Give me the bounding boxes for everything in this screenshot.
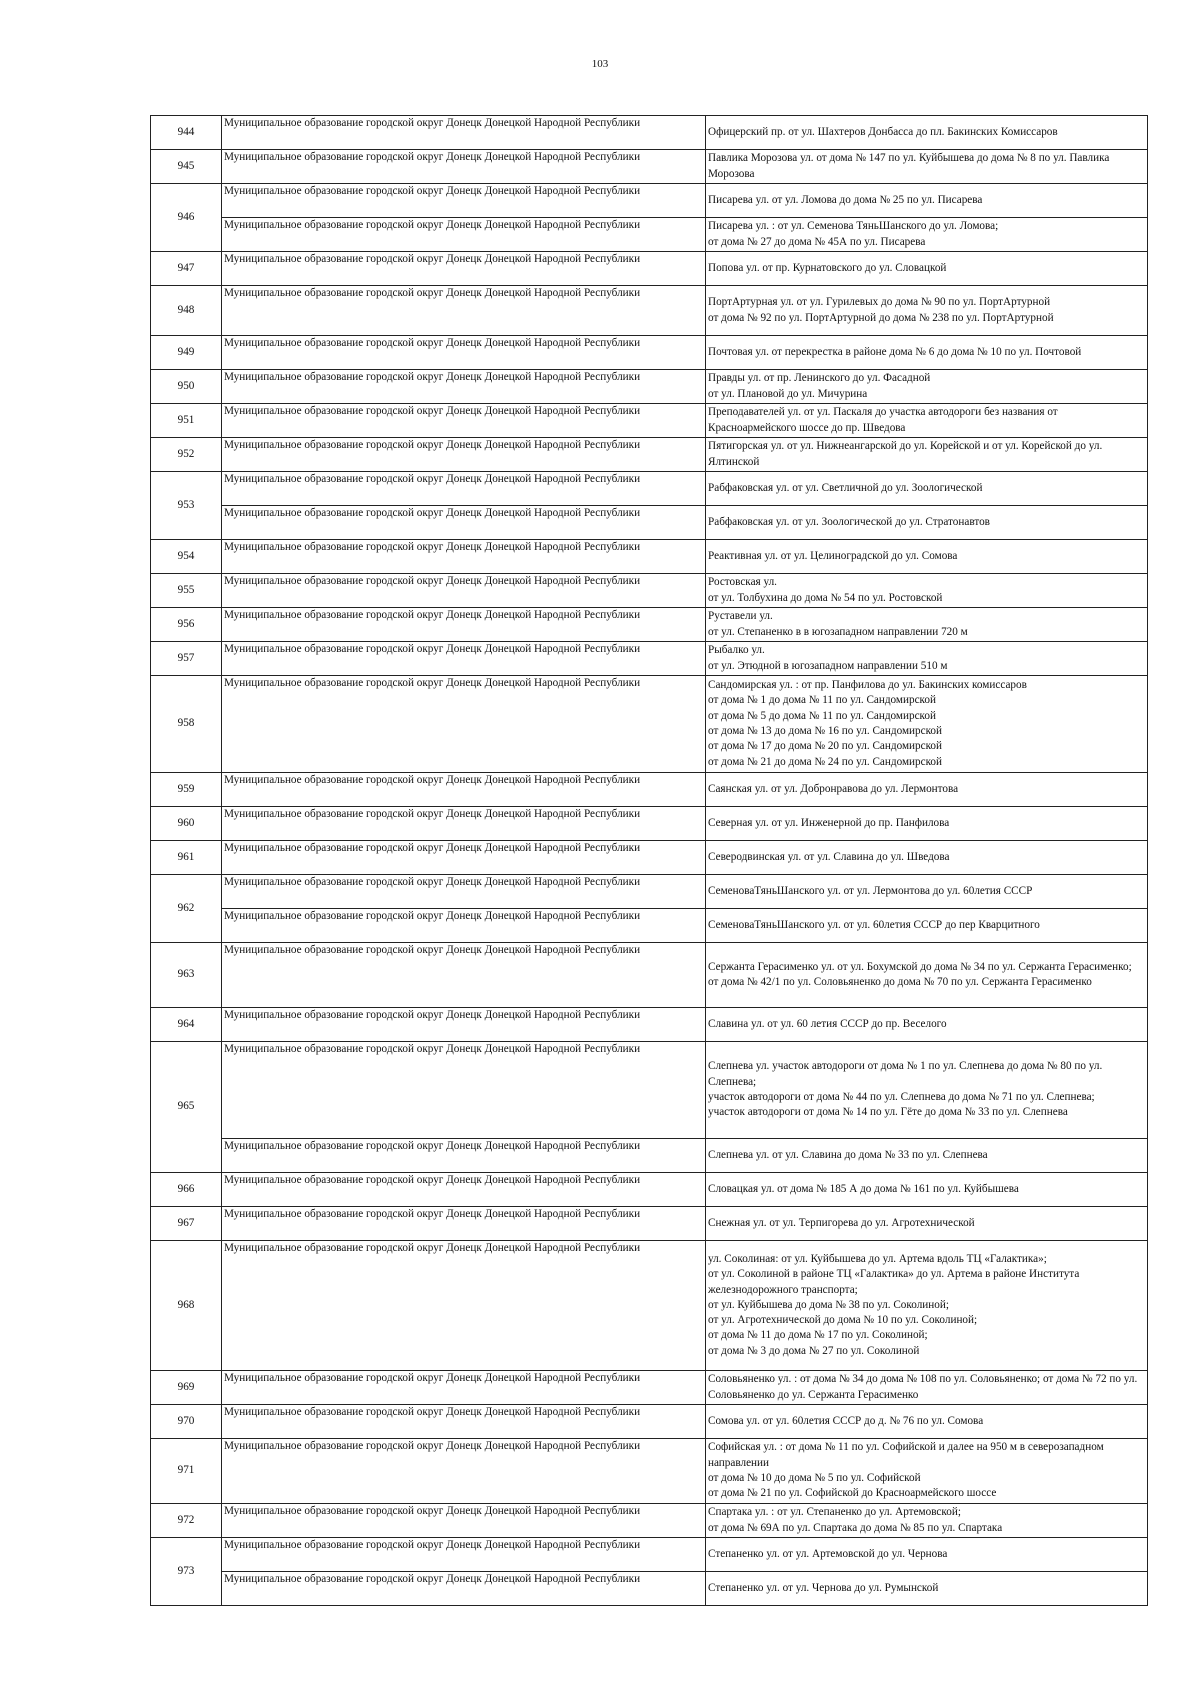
table-row	[151, 370, 1148, 404]
table-row	[151, 1241, 1148, 1371]
table-row	[151, 875, 1148, 909]
road-section-description: СеменоваТяньШанского ул. от ул. 60летия СССР до пер Кварцитного	[706, 909, 1148, 943]
row-number: 972	[151, 1504, 222, 1538]
road-section-description: Степаненко ул. от ул. Артемовской до ул. Чернова	[706, 1538, 1148, 1572]
row-number: 973	[151, 1538, 222, 1606]
row-number: 953	[151, 472, 222, 540]
table-row	[151, 574, 1148, 608]
road-section-description: Писарева ул. от ул. Ломова до дома № 25 по ул. Писарева	[706, 184, 1148, 218]
row-number: 956	[151, 608, 222, 642]
road-section-description: Офицерский пр. от ул. Шахтеров Донбасса до пл. Бакинских Комиссаров	[706, 116, 1148, 150]
road-section-description: Руставели ул. от ул. Степаненко в в югозападном направлении 720 м	[706, 608, 1148, 642]
road-section-description: Северодвинская ул. от ул. Славина до ул. Шведова	[706, 841, 1148, 875]
municipality-name: Муниципальное образование городской округ Донецк Донецкой Народной Республики	[222, 1371, 706, 1405]
road-section-description: Павлика Морозова ул. от дома № 147 по ул. Куйбышева до дома № 8 по ул. Павлика Морозова	[706, 150, 1148, 184]
road-section-description: Рыбалко ул. от ул. Этюдной в югозападном направлении 510 м	[706, 642, 1148, 676]
municipality-name: Муниципальное образование городской округ Донецк Донецкой Народной Республики	[222, 336, 706, 370]
row-number: 952	[151, 438, 222, 472]
road-section-description: Соловьяненко ул. : от дома № 34 до дома № 108 по ул. Соловьяненко; от дома № 72 по ул. Соловьяненко до ул. Сержанта Герасименко	[706, 1371, 1148, 1405]
municipality-name: Муниципальное образование городской округ Донецк Донецкой Народной Республики	[222, 1405, 706, 1439]
municipality-name: Муниципальное образование городской округ Донецк Донецкой Народной Республики	[222, 1504, 706, 1538]
table-row	[151, 218, 1148, 252]
row-number: 960	[151, 807, 222, 841]
municipality-name: Муниципальное образование городской округ Донецк Донецкой Народной Республики	[222, 574, 706, 608]
road-section-description: Саянская ул. от ул. Добронравова до ул. Лермонтова	[706, 773, 1148, 807]
road-section-description: Степаненко ул. от ул. Чернова до ул. Румынской	[706, 1572, 1148, 1606]
road-section-description: Словацкая ул. от дома № 185 А до дома № 161 по ул. Куйбышева	[706, 1173, 1148, 1207]
table-row	[151, 1572, 1148, 1606]
road-section-description: Рабфаковская ул. от ул. Светличной до ул. Зоологической	[706, 472, 1148, 506]
road-section-description: Писарева ул. : от ул. Семенова ТяньШанского до ул. Ломова; от дома № 27 до дома № 45А по ул. Писарева	[706, 218, 1148, 252]
row-number: 962	[151, 875, 222, 943]
road-section-description: Сандомирская ул. : от пр. Панфилова до ул. Бакинских комиссаров от дома № 1 до дома № 11 по ул. Сандомирской от дома № 5 до дома № 11 по ул. Сандомирской от дома № 13 до дома № 16 по ул. Сандомирской от дома № 17 до дома № 20 по ул. Сандомирской от дома № 21 до дома № 24 по ул. Сандомирской	[706, 676, 1148, 773]
municipality-name: Муниципальное образование городской округ Донецк Донецкой Народной Республики	[222, 1173, 706, 1207]
road-section-description: ул. Соколиная: от ул. Куйбышева до ул. Артема вдоль ТЦ «Галактика»; от ул. Соколиной в районе ТЦ «Галактика» до ул. Артема в районе Института железнодорожного транспорта; от ул. Куйбышева до дома № 38 по ул. Соколиной; от ул. Агротехнической до дома № 10 по ул. Соколиной; от дома № 11 до дома № 17 по ул. Соколиной; от дома № 3 до дома № 27 по ул. Соколиной	[706, 1241, 1148, 1371]
municipality-name: Муниципальное образование городской округ Донецк Донецкой Народной Республики	[222, 370, 706, 404]
municipality-name: Муниципальное образование городской округ Донецк Донецкой Народной Республики	[222, 1008, 706, 1042]
municipality-name: Муниципальное образование городской округ Донецк Донецкой Народной Республики	[222, 642, 706, 676]
road-section-description: Рабфаковская ул. от ул. Зоологической до ул. Стратонавтов	[706, 506, 1148, 540]
municipality-name: Муниципальное образование городской округ Донецк Донецкой Народной Республики	[222, 943, 706, 1008]
row-number: 951	[151, 404, 222, 438]
municipality-name: Муниципальное образование городской округ Донецк Донецкой Народной Республики	[222, 218, 706, 252]
row-number: 946	[151, 184, 222, 252]
row-number: 959	[151, 773, 222, 807]
row-number: 971	[151, 1439, 222, 1504]
table-row	[151, 506, 1148, 540]
table-row	[151, 1405, 1148, 1439]
table-row	[151, 150, 1148, 184]
road-section-description: Правды ул. от пр. Ленинского до ул. Фасадной от ул. Плановой до ул. Мичурина	[706, 370, 1148, 404]
table-row	[151, 1042, 1148, 1139]
municipality-name: Муниципальное образование городской округ Донецк Донецкой Народной Республики	[222, 184, 706, 218]
table-row	[151, 676, 1148, 773]
municipality-name: Муниципальное образование городской округ Донецк Донецкой Народной Республики	[222, 252, 706, 286]
municipality-name: Муниципальное образование городской округ Донецк Донецкой Народной Республики	[222, 909, 706, 943]
municipality-name: Муниципальное образование городской округ Донецк Донецкой Народной Республики	[222, 472, 706, 506]
table-row	[151, 540, 1148, 574]
row-number: 948	[151, 286, 222, 336]
road-section-description: Ростовская ул. от ул. Толбухина до дома № 54 по ул. Ростовской	[706, 574, 1148, 608]
road-section-description: Сомова ул. от ул. 60летия СССР до д. № 76 по ул. Сомова	[706, 1405, 1148, 1439]
municipality-name: Муниципальное образование городской округ Донецк Донецкой Народной Республики	[222, 608, 706, 642]
road-section-description: СеменоваТяньШанского ул. от ул. Лермонтова до ул. 60летия СССР	[706, 875, 1148, 909]
row-number: 969	[151, 1371, 222, 1405]
row-number: 957	[151, 642, 222, 676]
table-row	[151, 286, 1148, 336]
road-section-description: Слепнева ул. участок автодороги от дома № 1 по ул. Слепнева до дома № 80 по ул. Слепнева; участок автодороги от дома № 44 по ул. Слепнева до дома № 71 по ул. Слепнева; участок автодороги от дома № 14 по ул. Гёте до дома № 33 по ул. Слепнева	[706, 1042, 1148, 1139]
row-number: 964	[151, 1008, 222, 1042]
municipality-name: Муниципальное образование городской округ Донецк Донецкой Народной Республики	[222, 1538, 706, 1572]
table-row	[151, 336, 1148, 370]
table-row	[151, 1139, 1148, 1173]
road-section-description: Реактивная ул. от ул. Целиноградской до ул. Сомова	[706, 540, 1148, 574]
row-number: 949	[151, 336, 222, 370]
municipality-name: Муниципальное образование городской округ Донецк Донецкой Народной Республики	[222, 404, 706, 438]
page-number: 103	[591, 58, 609, 70]
table-row	[151, 642, 1148, 676]
road-section-description: Сержанта Герасименко ул. от ул. Бохумской до дома № 34 по ул. Сержанта Герасименко; от дома № 42/1 по ул. Соловьяненко до дома № 70 по ул. Сержанта Герасименко	[706, 943, 1148, 1008]
table-row	[151, 1173, 1148, 1207]
table-row	[151, 909, 1148, 943]
road-section-description: Пятигорская ул. от ул. Нижнеангарской до ул. Корейской и от ул. Корейской до ул. Ялтинской	[706, 438, 1148, 472]
table-row	[151, 404, 1148, 438]
row-number: 950	[151, 370, 222, 404]
road-section-description: Софийская ул. : от дома № 11 по ул. Софийской и далее на 950 м в северозападном направлении от дома № 10 до дома № 5 по ул. Софийской от дома № 21 по ул. Софийской до Красноармейского шоссе	[706, 1439, 1148, 1504]
table-row	[151, 807, 1148, 841]
municipality-name: Муниципальное образование городской округ Донецк Донецкой Народной Республики	[222, 540, 706, 574]
row-number: 966	[151, 1173, 222, 1207]
municipality-name: Муниципальное образование городской округ Донецк Донецкой Народной Республики	[222, 150, 706, 184]
row-number: 947	[151, 252, 222, 286]
table-row	[151, 841, 1148, 875]
road-section-description: Попова ул. от пр. Курнатовского до ул. Словацкой	[706, 252, 1148, 286]
table-row	[151, 1008, 1148, 1042]
row-number: 970	[151, 1405, 222, 1439]
row-number: 958	[151, 676, 222, 773]
row-number: 963	[151, 943, 222, 1008]
table-row	[151, 608, 1148, 642]
table-row	[151, 1504, 1148, 1538]
municipality-name: Муниципальное образование городской округ Донецк Донецкой Народной Республики	[222, 1207, 706, 1241]
row-number: 955	[151, 574, 222, 608]
municipality-name: Муниципальное образование городской округ Донецк Донецкой Народной Республики	[222, 1241, 706, 1371]
municipality-name: Муниципальное образование городской округ Донецк Донецкой Народной Республики	[222, 438, 706, 472]
table-row	[151, 438, 1148, 472]
table-row	[151, 1207, 1148, 1241]
road-section-description: Слепнева ул. от ул. Славина до дома № 33 по ул. Слепнева	[706, 1139, 1148, 1173]
table-row	[151, 1439, 1148, 1504]
road-section-description: Спартака ул. : от ул. Степаненко до ул. Артемовской; от дома № 69А по ул. Спартака до дома № 85 по ул. Спартака	[706, 1504, 1148, 1538]
table-row	[151, 943, 1148, 1008]
municipality-name: Муниципальное образование городской округ Донецк Донецкой Народной Республики	[222, 1439, 706, 1504]
municipality-name: Муниципальное образование городской округ Донецк Донецкой Народной Республики	[222, 1139, 706, 1173]
municipality-name: Муниципальное образование городской округ Донецк Донецкой Народной Республики	[222, 676, 706, 773]
municipality-name: Муниципальное образование городской округ Донецк Донецкой Народной Республики	[222, 116, 706, 150]
table-row	[151, 116, 1148, 150]
municipality-name: Муниципальное образование городской округ Донецк Донецкой Народной Республики	[222, 286, 706, 336]
road-section-description: Славина ул. от ул. 60 летия СССР до пр. Веселого	[706, 1008, 1148, 1042]
table-row	[151, 184, 1148, 218]
table-row	[151, 773, 1148, 807]
road-section-description: Преподавателей ул. от ул. Паскаля до участка автодороги без названия от Красноармейского шоссе до пр. Шведова	[706, 404, 1148, 438]
road-section-description: Снежная ул. от ул. Терпигорева до ул. Агротехнической	[706, 1207, 1148, 1241]
table-row	[151, 1371, 1148, 1405]
municipality-name: Муниципальное образование городской округ Донецк Донецкой Народной Республики	[222, 1042, 706, 1139]
row-number: 944	[151, 116, 222, 150]
row-number: 945	[151, 150, 222, 184]
row-number: 968	[151, 1241, 222, 1371]
table-row	[151, 252, 1148, 286]
municipality-name: Муниципальное образование городской округ Донецк Донецкой Народной Республики	[222, 875, 706, 909]
row-number: 961	[151, 841, 222, 875]
road-section-description: ПортАртурная ул. от ул. Гурилевых до дома № 90 по ул. ПортАртурной от дома № 92 по ул. ПортАртурной до дома № 238 по ул. ПортАртурной	[706, 286, 1148, 336]
municipality-name: Муниципальное образование городской округ Донецк Донецкой Народной Республики	[222, 506, 706, 540]
road-section-description: Почтовая ул. от перекрестка в районе дома № 6 до дома № 10 по ул. Почтовой	[706, 336, 1148, 370]
row-number: 954	[151, 540, 222, 574]
road-section-description: Северная ул. от ул. Инженерной до пр. Панфилова	[706, 807, 1148, 841]
row-number: 965	[151, 1042, 222, 1173]
table-row	[151, 472, 1148, 506]
municipality-name: Муниципальное образование городской округ Донецк Донецкой Народной Республики	[222, 807, 706, 841]
municipality-name: Муниципальное образование городской округ Донецк Донецкой Народной Республики	[222, 773, 706, 807]
municipality-name: Муниципальное образование городской округ Донецк Донецкой Народной Республики	[222, 1572, 706, 1606]
table-row	[151, 1538, 1148, 1572]
row-number: 967	[151, 1207, 222, 1241]
municipality-name: Муниципальное образование городской округ Донецк Донецкой Народной Республики	[222, 841, 706, 875]
streets-table	[150, 115, 1148, 1606]
streets-table-body	[151, 116, 1148, 1606]
